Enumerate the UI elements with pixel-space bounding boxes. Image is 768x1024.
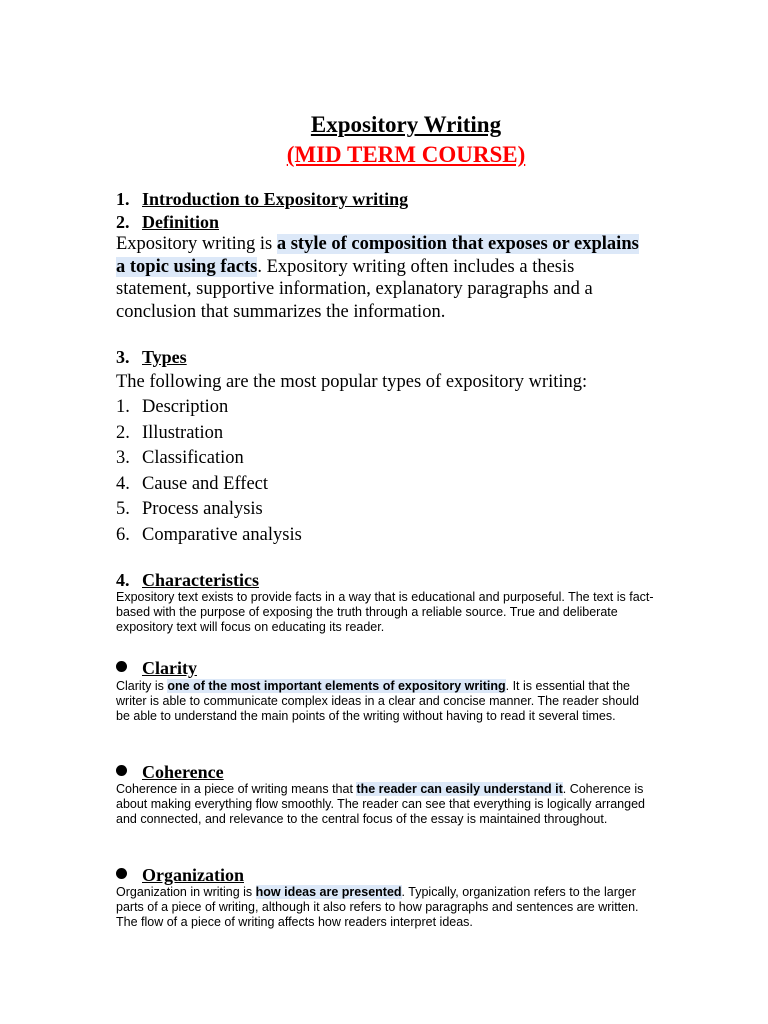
coherence-paragraph [116,782,656,826]
section-number: 4. [116,570,130,590]
list-item: 5. Process analysis [116,499,263,519]
section-types-heading [116,346,187,368]
types-list [116,395,302,548]
definition-paragraph [116,233,646,323]
clarity-text-before: Clarity is [116,679,168,693]
clarity-heading [116,657,197,679]
bullet-icon [116,868,127,879]
list-item: 6. Comparative analysis [116,524,302,545]
list-item: 2. Illustration [116,422,224,443]
organization-text-after: . Typically, organization refers to the larger parts of a piece of writing, although it also refers to how paragraphs and sentences are written. The flow of a piece of writing affects how readers interpret ideas. [116,885,639,929]
organization-label: Organization [142,865,244,885]
page-title: Expository Writing [310,112,502,137]
section-label: Definition [142,212,220,232]
title-block [0,110,768,170]
organization-text-before: Organization in writing is [116,885,256,899]
page-subtitle: (MID TERM COURSE) [286,142,526,167]
coherence-text-before: Coherence in a piece of writing means that [116,782,357,796]
clarity-text-after: . It is essential that the writer is able to communicate complex ideas in a clear and concise manner. The reader should be able to understand the main points of the writing without having to read it several times. [116,679,639,723]
coherence-text-after: . Coherence is about making everything flow smoothly. The reader can see that everything is logically arranged and connected, and relevance to the central focus of the essay is maintained throughout. [116,782,645,826]
list-item: 1. Description [116,397,229,417]
characteristics-paragraph: Expository text exists to provide facts in a way that is educational and purposeful. The text is fact-based with the purpose of exposing the truth through a reliable source. True and deliberate expository text will focus on educating its reader. [116,590,654,634]
clarity-paragraph [116,679,656,723]
clarity-label: Clarity [142,658,197,678]
definition-highlight: a style of composition that exposes or explains a topic using facts [116,234,639,277]
section-intro-heading [116,188,408,210]
coherence-label: Coherence [142,762,224,782]
list-item: 4. Cause and Effect [116,473,269,494]
clarity-highlight: one of the most important elements of expository writing [167,679,506,693]
section-label: Characteristics [142,570,259,590]
section-number: 2. [116,212,130,232]
types-intro: The following are the most popular types of expository writing: [116,372,588,392]
coherence-heading [116,761,224,783]
list-item: 3. Classification [116,448,244,468]
definition-text-after: . Expository writing often includes a thesis statement, supportive information, explanatory paragraphs and a conclusion that summarizes the information. [116,256,593,322]
coherence-highlight: the reader can easily understand it [356,782,563,796]
section-definition-heading [116,211,219,233]
organization-paragraph [116,885,656,929]
bullet-icon [116,661,127,672]
definition-text-before: Expository writing is [116,234,277,254]
organization-heading [116,864,244,886]
organization-highlight: how ideas are presented [255,885,402,899]
section-number: 1. [116,189,130,209]
section-number: 3. [116,347,130,367]
section-characteristics-heading [116,569,259,591]
section-label: Types [142,347,187,367]
section-label: Introduction to Expository writing [142,189,409,209]
bullet-icon [116,765,127,776]
